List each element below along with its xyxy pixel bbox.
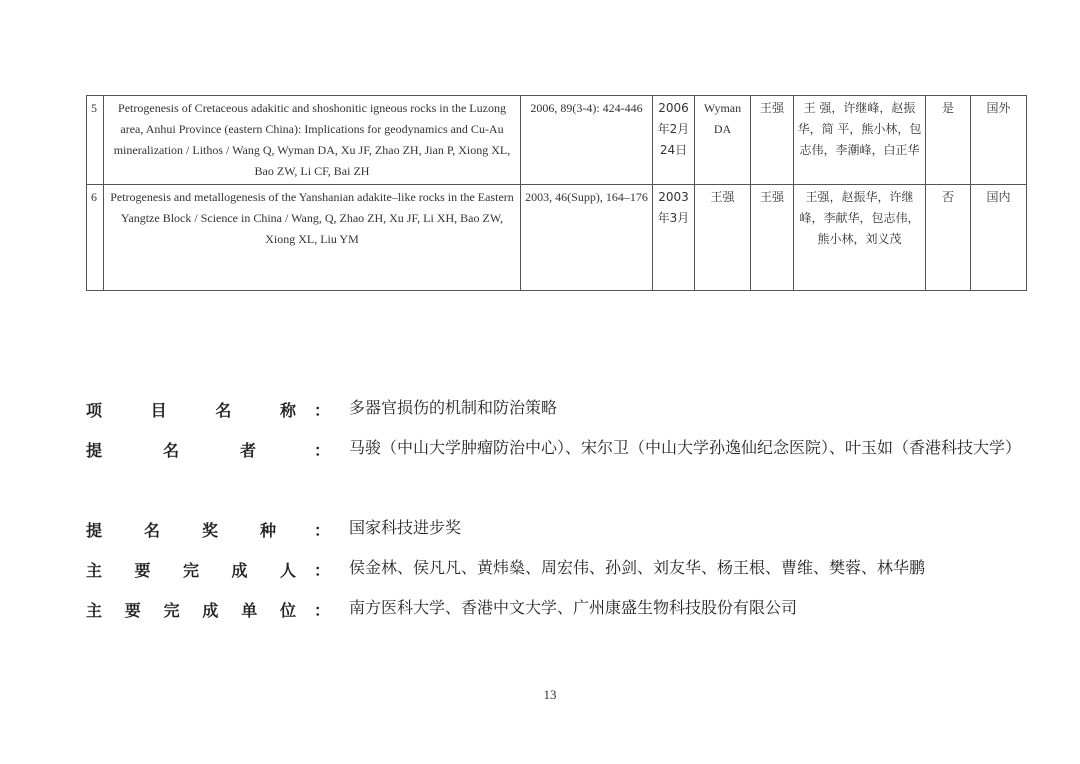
paper-source: 2003, 46(Supp), 164–176 [521, 185, 653, 291]
label-char: 主 [86, 601, 103, 620]
table-row [87, 96, 1027, 185]
region-cell: 国外 [971, 96, 1027, 185]
row-number: 6 [87, 185, 104, 291]
label-char: 者 [239, 441, 256, 460]
table-row [87, 185, 1027, 291]
colon: ： [314, 401, 331, 420]
label-char: 成 [231, 561, 248, 580]
project-name-label [86, 398, 296, 421]
page-number: 13 [543, 687, 557, 702]
row-number: 5 [87, 96, 104, 185]
units-value: 南方医科大学、香港中文大学、广州康盛生物科技股份有限公司 [349, 598, 798, 617]
label-char: 单 [241, 601, 258, 620]
publish-date: 2003年3月 [653, 185, 695, 291]
persons-value: 侯金林、侯凡凡、黄炜燊、周宏伟、孙剑、刘友华、杨王根、曹维、樊蓉、林华鹏 [349, 558, 926, 577]
label-char: 名 [162, 441, 179, 460]
publication-table [86, 95, 1027, 291]
publish-date: 2006年2月24日 [653, 96, 695, 185]
all-authors: 王 强，许继峰，赵振华，简 平，熊小林，包志伟，李潮峰，白正华 [794, 96, 926, 185]
paper-title: Petrogenesis and metallogenesis of the Yanshanian adakite–like rocks in the Eastern Yangtze Block / Science in China / Wang, Q, Zhao ZH, Xu JF, Li XH, Bao ZW, Xiong XL, Liu YM [104, 185, 521, 291]
corresponding-author: 王强 [695, 185, 751, 291]
all-authors: 王强，赵振华，许继峰，李献华，包志伟，熊小林，刘义茂 [794, 185, 926, 291]
colon: ： [314, 601, 331, 620]
corresponding-author: Wyman DA [695, 96, 751, 185]
flag-cell: 否 [926, 185, 971, 291]
colon: ： [314, 521, 331, 540]
label-char: 完 [182, 561, 199, 580]
label-char: 要 [134, 561, 151, 580]
region-cell: 国内 [971, 185, 1027, 291]
label-char: 种 [259, 521, 276, 540]
label-char: 完 [163, 601, 180, 620]
flag-cell: 是 [926, 96, 971, 185]
label-char: 目 [150, 401, 167, 420]
paper-source: 2006, 89(3-4): 424-446 [521, 96, 653, 185]
first-author: 王强 [751, 96, 794, 185]
label-char: 成 [202, 601, 219, 620]
label-char: 主 [86, 561, 103, 580]
label-char: 名 [143, 521, 160, 540]
units-label [86, 598, 296, 621]
label-char: 提 [86, 441, 103, 460]
label-char: 称 [279, 401, 296, 420]
label-char: 名 [215, 401, 232, 420]
label-char: 奖 [201, 521, 218, 540]
first-author: 王强 [751, 185, 794, 291]
label-char: 位 [279, 601, 296, 620]
nominator-value: 马骏（中山大学肿瘤防治中心）、宋尔卫（中山大学孙逸仙纪念医院）、叶玉如（香港科技大学） [349, 438, 1022, 457]
colon: ： [314, 441, 331, 460]
nominator-label [86, 438, 256, 461]
paper-title: Petrogenesis of Cretaceous adakitic and shoshonitic igneous rocks in the Luzong area, Anhui Province (eastern China): Implications for geodynamics and Cu-Au mineralization / Lithos / Wang Q, Wyman DA, Xu JF, Zhao ZH, Jian P, Xiong XL, Bao ZW, Li CF, Bai ZH [104, 96, 521, 185]
label-char: 要 [124, 601, 141, 620]
persons-label [86, 558, 296, 581]
award-label [86, 518, 276, 541]
project-name-value: 多器官损伤的机制和防治策略 [349, 398, 558, 417]
label-char: 提 [86, 521, 103, 540]
award-value: 国家科技进步奖 [349, 518, 462, 537]
label-char: 人 [279, 561, 296, 580]
colon: ： [314, 561, 331, 580]
label-char: 项 [86, 401, 103, 420]
